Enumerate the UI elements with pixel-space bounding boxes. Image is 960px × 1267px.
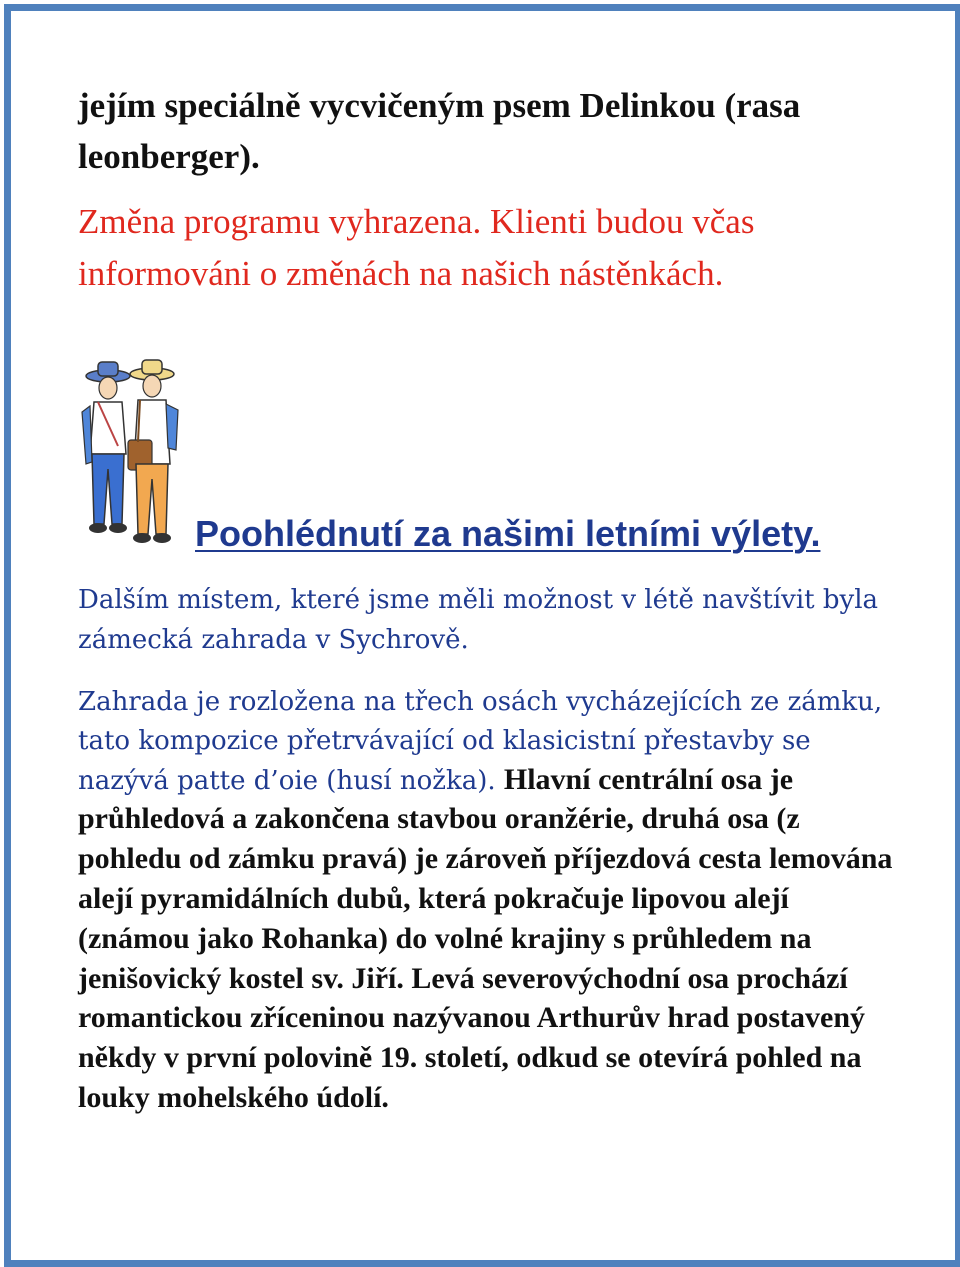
program-change-notice: Změna programu vyhrazena. Klienti budou včas informováni o změnách na našich nástěnkách. bbox=[78, 202, 755, 293]
two-hikers-illustration bbox=[78, 354, 188, 554]
garden-description-black: Hlavní centrální osa je průhledová a zakončena stavbou oranžérie, druhá osa (z pohledu od zámku pravá) je zároveň příjezdová cesta lemována alejí pyramidálních dubů, která pokračuje lipovou alejí (známou jako Rohanka) do volné krajiny s průhledem na jenišovický kostel sv. Jiří. Levá severovýchodní osa prochází romantickou zříceninou nazývanou Arthurův hrad postavený někdy v první polovině 19. století, odkud se otevírá pohled na louky mohelského údolí. bbox=[78, 762, 893, 1114]
paragraph-garden-description bbox=[78, 683, 898, 1119]
paragraph-sychrov-intro: Dalším místem, které jsme měli možnost v létě navštívit byla zámecká zahrada v Sychrově. bbox=[78, 585, 879, 655]
garden-description-blue: Zahrada je rozložena na třech osách vycházejících ze zámku, tato kompozice přetrvávající od klasicistní přestavby se nazývá patte d’oie (husí nožka). bbox=[78, 687, 883, 796]
intro-text: jejím speciálně vycvičeným psem Delinkou (rasa leonberger). bbox=[78, 86, 801, 176]
section-heading: Poohlédnutí za našimi letními výlety. bbox=[195, 513, 821, 554]
hikers-icon bbox=[78, 354, 188, 554]
